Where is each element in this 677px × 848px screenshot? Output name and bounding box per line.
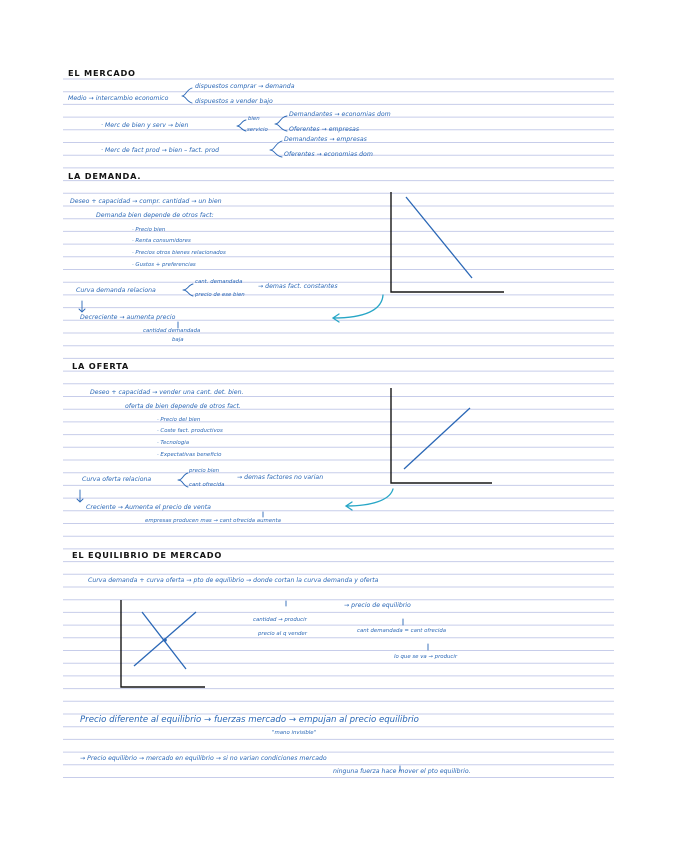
heading-equilibrio: EL EQUILIBRIO DE MERCADO bbox=[72, 550, 223, 560]
bullet-item: · Precio del bien bbox=[157, 417, 201, 423]
heading-oferta: LA OFERTA bbox=[72, 361, 129, 371]
note-line: Demandantes → empresas bbox=[284, 136, 367, 143]
note-line: Curva oferta relaciona bbox=[82, 476, 152, 483]
note-line: Medio → intercambio economico bbox=[68, 95, 169, 102]
equilibrium-axes bbox=[121, 600, 205, 687]
note-line: baja bbox=[172, 337, 184, 343]
note-line: → Precio equilibrio → mercado en equilibrio → si no varian condiciones mercado bbox=[80, 755, 327, 762]
note-line: dispuestos comprar → demanda bbox=[195, 83, 295, 90]
bullet-item: · Gustos + preferencias bbox=[132, 262, 196, 268]
teal-arrow bbox=[346, 489, 393, 510]
note-line: Curva demanda relaciona bbox=[76, 287, 156, 294]
brace bbox=[183, 284, 193, 296]
note-line: Oferentes → economias dom bbox=[284, 151, 373, 158]
note-line: Deseo + capacidad → vender una cant. det. bien. bbox=[90, 389, 244, 396]
note-line: Curva demanda + curva oferta → pto de equilibrio → donde cortan la curva demanda y oferta bbox=[88, 577, 379, 584]
brace bbox=[182, 88, 192, 103]
note-line: cantidad demandada bbox=[143, 328, 201, 334]
supply-axes bbox=[391, 388, 492, 483]
heading-mercado: EL MERCADO bbox=[68, 68, 136, 78]
down-arrow bbox=[79, 301, 85, 312]
note-line: lo que se va → producir bbox=[394, 654, 458, 660]
note-line: Demandantes → economias dom bbox=[289, 111, 391, 118]
note-line: → demas fact. constantes bbox=[258, 283, 338, 290]
note-line: oferta de bien depende de otros fact. bbox=[125, 403, 241, 410]
note-line: empresas producen mas → cant ofrecida aumenta bbox=[145, 518, 281, 524]
bullet-item: · Renta consumidores bbox=[132, 238, 191, 244]
note-line: precio al q vender bbox=[258, 631, 307, 637]
supply-curve bbox=[404, 408, 470, 469]
note-line: · Merc de bien y serv → bien bbox=[101, 122, 189, 129]
demand-curve bbox=[406, 197, 472, 278]
note-line: · Merc de fact prod → bien – fact. prod bbox=[101, 147, 220, 154]
bullet-item: · Precios otros bienes relacionados bbox=[132, 250, 226, 256]
teal-arrow bbox=[333, 295, 383, 322]
note-line: Creciente → Aumenta el precio de venta bbox=[86, 504, 211, 511]
note-line: "mano invisible" bbox=[272, 730, 317, 736]
note-line: cant ofrecida bbox=[189, 482, 225, 488]
note-line: → precio de equilibrio bbox=[344, 602, 411, 609]
note-line: cant. demandada bbox=[195, 279, 243, 285]
heading-demanda: LA DEMANDA. bbox=[68, 171, 142, 181]
note-line: servicio bbox=[247, 127, 268, 133]
note-line: Precio diferente al equilibrio → fuerzas mercado → empujan al precio equilibrio bbox=[80, 715, 419, 725]
supply-chart bbox=[346, 388, 492, 510]
note-line: Decreciente → aumenta precio bbox=[80, 314, 176, 321]
note-line: Oferentes → empresas bbox=[289, 126, 360, 133]
brace bbox=[275, 116, 287, 131]
note-line: cantidad → producir bbox=[253, 617, 307, 623]
note-line: Deseo + capacidad → compr. cantidad → un bien bbox=[70, 198, 222, 205]
brace bbox=[237, 120, 246, 131]
note-line: → demas factores no varian bbox=[237, 474, 324, 481]
note-line: dispuestos a vender bajo bbox=[195, 98, 273, 105]
note-line: precio de ese bien bbox=[195, 292, 245, 298]
bullet-item: · Tecnologia bbox=[157, 440, 190, 446]
bullet-item: · Precio bien bbox=[132, 227, 166, 233]
demand-chart bbox=[333, 192, 504, 322]
equilibrium-point bbox=[163, 638, 167, 642]
note-line: Demanda bien depende de otros fact: bbox=[96, 212, 214, 219]
brace bbox=[270, 141, 282, 157]
brace bbox=[178, 473, 188, 487]
note-line: bien bbox=[248, 116, 260, 122]
note-line: ninguna fuerza hace mover el pto equilibrio. bbox=[333, 768, 471, 775]
demand-axes bbox=[391, 192, 504, 292]
equilibrium-chart bbox=[121, 600, 205, 687]
down-arrow bbox=[77, 490, 83, 502]
note-line: cant demandada = cant ofrecida bbox=[357, 628, 447, 634]
note-line: precio bien bbox=[189, 468, 220, 474]
bullet-item: · Coste fact. productivos bbox=[157, 428, 223, 434]
bullet-item: · Expectativas beneficio bbox=[157, 452, 222, 458]
